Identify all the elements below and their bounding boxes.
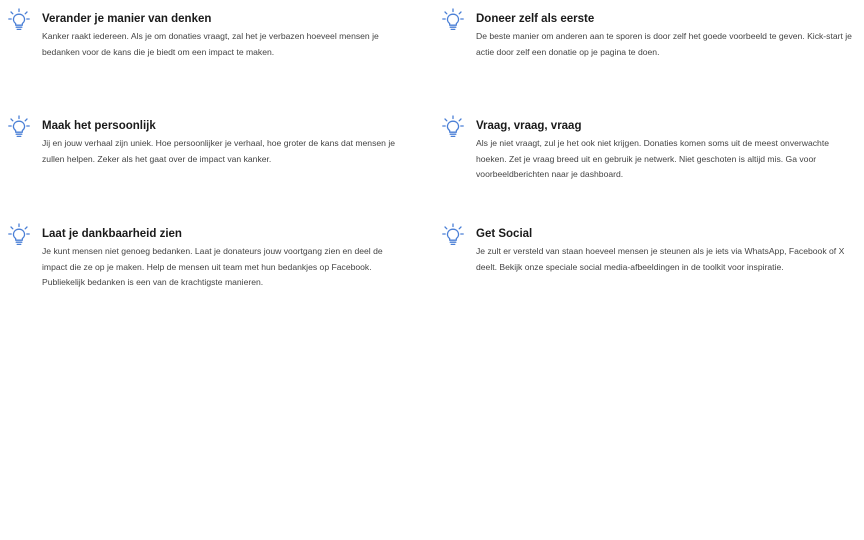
lightbulb-icon [442,115,464,139]
tip-card [442,119,852,183]
tip-body: Jij en jouw verhaal zijn uniek. Hoe persoonlijker je verhaal, hoe groter de kans dat mensen je zullen helpen. Zeker als het gaat over de impact van kanker. [42,138,396,164]
lightbulb-icon [8,115,30,139]
tip-title: Verander je manier van denken [42,13,212,25]
tip-title: Doneer zelf als eerste [476,13,595,25]
tip-title: Laat je dankbaarheid zien [42,228,182,240]
tip-card [8,119,398,167]
tip-title: Maak het persoonlijk [42,120,156,132]
tip-body: Je kunt mensen niet genoeg bedanken. Laat je donateurs jouw voortgang zien en deel de impact die ze op je maken. Help de mensen uit team met hun bedankjes op Facebook. Publiekelijk bedanken is een van de krachtigste manieren. [42,246,383,287]
lightbulb-icon [442,223,464,247]
lightbulb-icon [442,8,464,32]
tip-title: Get Social [476,228,533,240]
lightbulb-icon [8,223,30,247]
tip-card [442,12,852,60]
tip-body: Kanker raakt iedereen. Als je om donaties vraagt, zal het je verbazen hoeveel mensen je bedanken voor de kans die je biedt om een impact te maken. [42,31,379,57]
tip-body: Als je niet vraagt, zul je het ook niet krijgen. Donaties komen soms uit de meest onverwachte hoeken. Zet je vraag breed uit en gebruik je netwerk. Niet geschoten is altijd mis. Ga voor voorbeeldberichten naar je dashboard. [476,138,829,179]
tip-card [442,227,852,275]
tip-body: Je zult er versteld van staan hoeveel mensen je steunen als je iets via WhatsApp, Facebook of X deelt. Bekijk onze speciale social media-afbeeldingen in de toolkit voor inspiratie. [476,246,845,272]
tip-card [8,12,398,60]
lightbulb-icon [8,8,30,32]
tip-body: De beste manier om anderen aan te sporen is door zelf het goede voorbeeld te geven. Kick-start je actie door zelf een donatie op je pagina te doen. [476,31,852,57]
tip-card [8,227,398,291]
tip-title: Vraag, vraag, vraag [476,120,582,132]
